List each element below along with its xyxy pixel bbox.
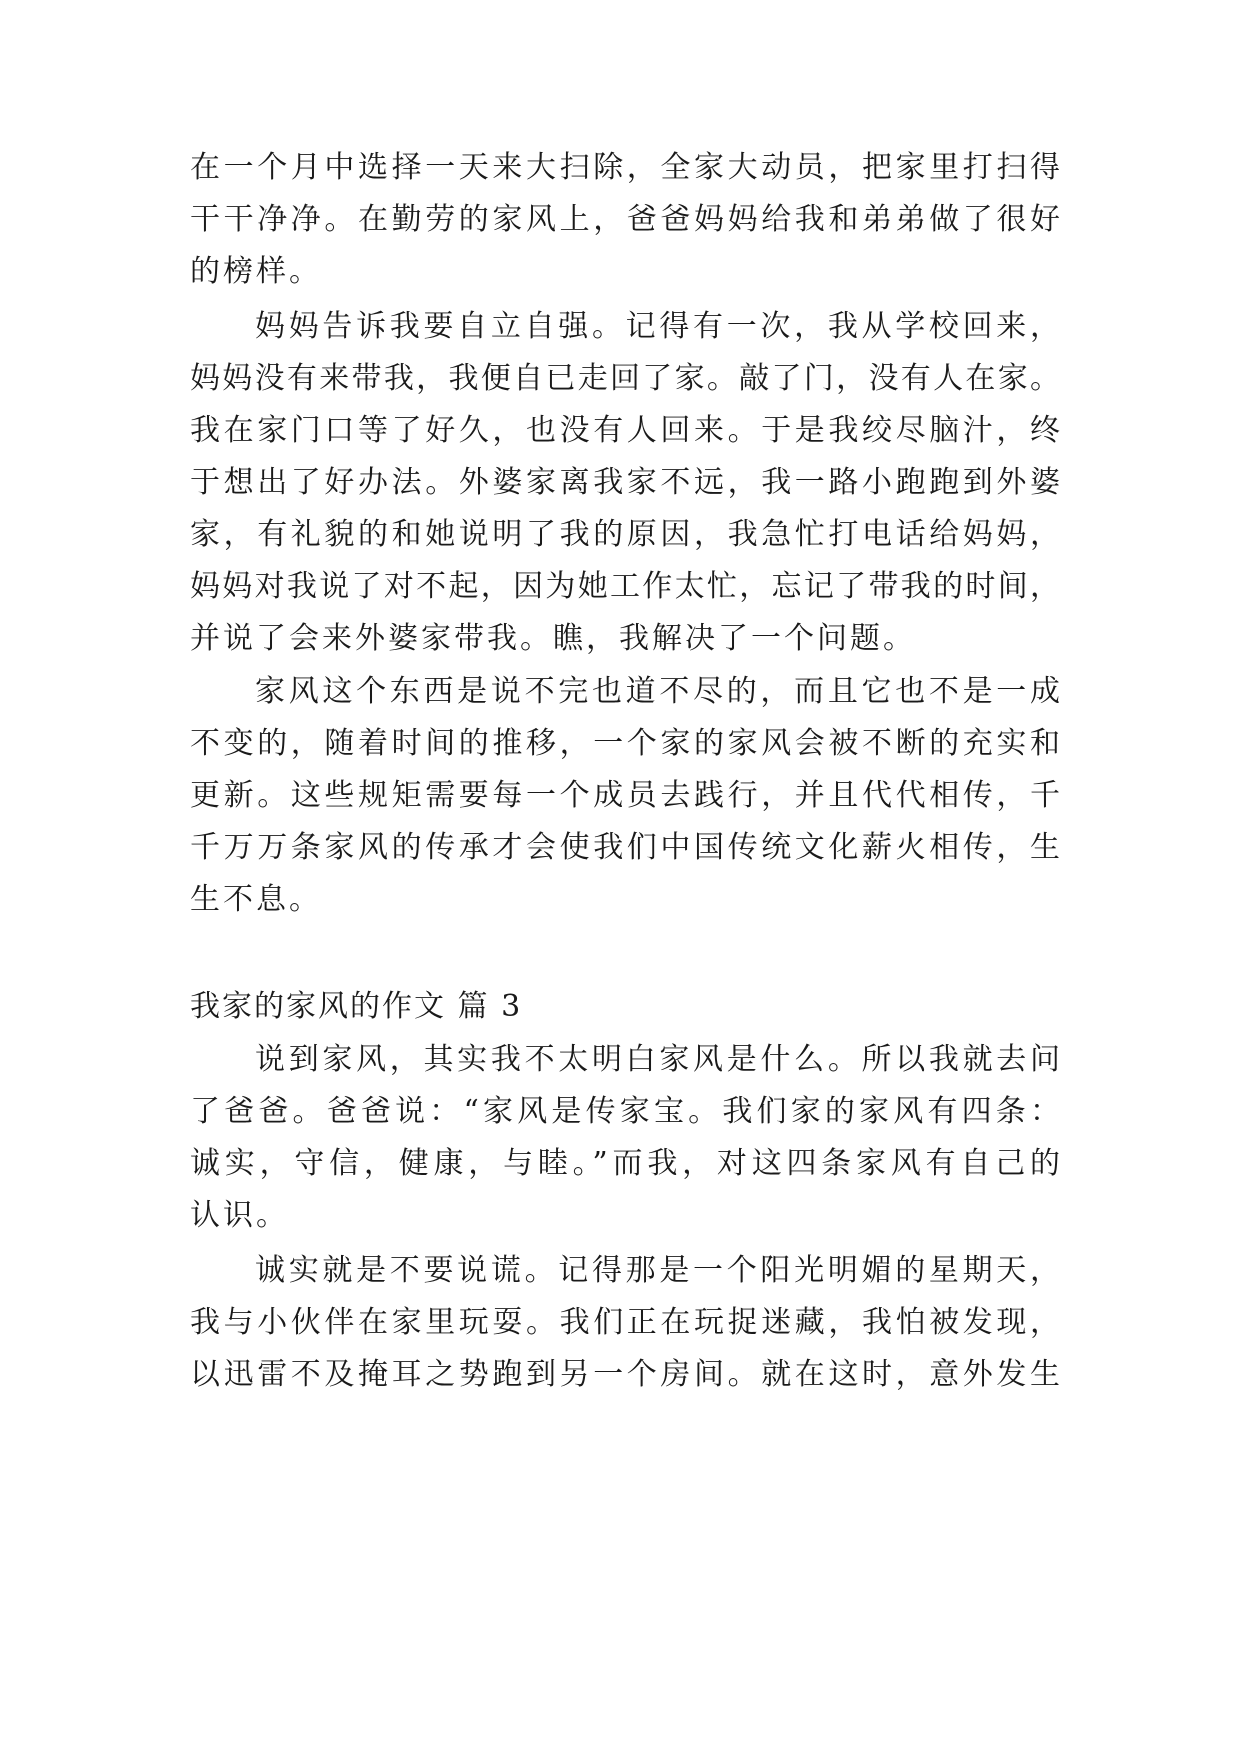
paragraph-2-line-5: 家，有礼貌的和她说明了我的原因，我急忙打电话给妈妈， (190, 517, 1060, 552)
paragraph-2-line-3: 我在家门口等了好久，也没有人回来。于是我绞尽脑汁，终 (190, 413, 1060, 448)
paragraph-2-line-7: 并说了会来外婆家带我。瞧，我解决了一个问题。 (190, 621, 916, 656)
paragraph-2-line-4: 于想出了好办法。外婆家离我家不远，我一路小跑跑到外婆 (190, 465, 1060, 500)
paragraph-2-line-2: 妈妈没有来带我，我便自已走回了家。敲了门，没有人在家。 (190, 361, 1060, 396)
paragraph-3-line-1: 家风这个东西是说不完也道不尽的，而且它也不是一成 (255, 674, 1060, 709)
paragraph-1-line-3: 的榜样。 (190, 254, 322, 289)
paragraph-3-line-4: 千万万条家风的传承才会使我们中国传统文化薪火相传，生 (190, 830, 1060, 865)
paragraph-3-line-5: 生不息。 (190, 882, 322, 917)
paragraph-5-line-3: 以迅雷不及掩耳之势跑到另一个房间。就在这时，意外发生 (190, 1357, 1060, 1392)
paragraph-5-line-2: 我与小伙伴在家里玩耍。我们正在玩捉迷藏，我怕被发现， (190, 1305, 1060, 1340)
paragraph-1-line-1: 在一个月中选择一天来大扫除，全家大动员，把家里打扫得 (190, 150, 1060, 185)
paragraph-3-line-3: 更新。这些规矩需要每一个成员去践行，并且代代相传，千 (190, 778, 1060, 813)
paragraph-2-line-6: 妈妈对我说了对不起，因为她工作太忙，忘记了带我的时间， (190, 569, 1060, 604)
paragraph-4-line-1: 说到家风，其实我不太明白家风是什么。所以我就去问 (255, 1042, 1060, 1077)
paragraph-1-line-2: 干干净净。在勤劳的家风上，爸爸妈妈给我和弟弟做了很好 (190, 202, 1060, 237)
paragraph-5-line-1: 诚实就是不要说谎。记得那是一个阳光明媚的星期天， (255, 1253, 1060, 1288)
paragraph-4-line-2: 了爸爸。爸爸说：“家风是传家宝。我们家的家风有四条： (190, 1094, 1060, 1129)
paragraph-3-line-2: 不变的，随着时间的推移，一个家的家风会被不断的充实和 (190, 726, 1060, 761)
paragraph-2-line-1: 妈妈告诉我要自立自强。记得有一次，我从学校回来， (255, 309, 1060, 344)
paragraph-4-line-4: 认识。 (190, 1198, 289, 1233)
section-heading: 我家的家风的作文 篇 3 (190, 989, 523, 1024)
paragraph-4-line-3: 诚实，守信，健康，与睦。”而我，对这四条家风有自己的 (190, 1146, 1060, 1181)
